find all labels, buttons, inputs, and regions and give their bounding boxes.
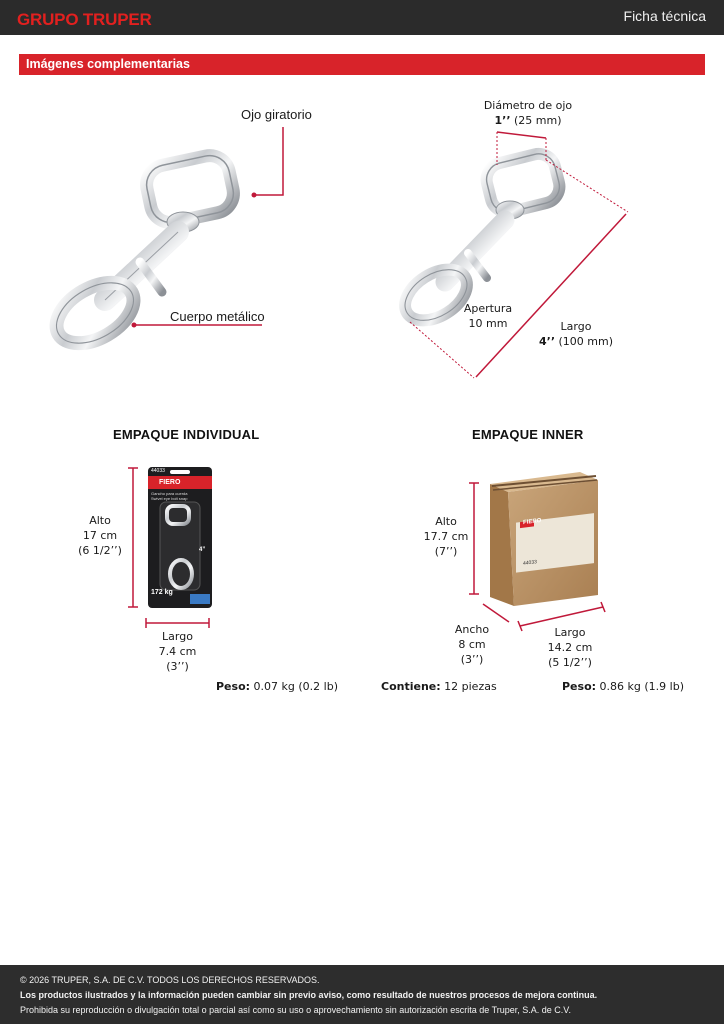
label-eye-diameter bbox=[478, 98, 578, 128]
individual-package-heading: EMPAQUE INDIVIDUAL bbox=[113, 427, 260, 442]
footer-notice: Los productos ilustrados y la información pueden cambiar sin previo aviso, como resultado de nuestros procesos de mejora continua. bbox=[20, 990, 598, 1000]
brand-logo: GRUPO TRUPER bbox=[17, 10, 152, 29]
individual-weight-label: Peso: bbox=[216, 680, 251, 693]
card-brand: FIERO bbox=[159, 479, 181, 486]
inner-width-title: Ancho bbox=[454, 623, 490, 636]
box-code: 44033 bbox=[523, 559, 537, 567]
blister-card-illustration bbox=[148, 467, 212, 608]
inner-height-label bbox=[421, 514, 471, 559]
document-type: Ficha técnica bbox=[623, 8, 706, 24]
individual-height-imperial: (6 1/2’’) bbox=[78, 544, 122, 557]
inner-weight bbox=[562, 679, 684, 694]
inner-width-label bbox=[448, 622, 496, 667]
inner-length-value: 14.2 cm bbox=[547, 641, 593, 654]
individual-height-title: Alto bbox=[89, 514, 111, 527]
individual-length-value: 7.4 cm bbox=[158, 645, 197, 658]
inner-height-title: Alto bbox=[435, 515, 457, 528]
card-load: 172 kg bbox=[151, 589, 173, 596]
card-size: 4’’ bbox=[199, 547, 206, 553]
label-length bbox=[538, 319, 614, 349]
individual-height-label bbox=[75, 513, 125, 558]
individual-weight bbox=[216, 679, 338, 694]
label-metal-body: Cuerpo metálico bbox=[170, 309, 265, 324]
inner-length-imperial: (5 1/2’’) bbox=[548, 656, 592, 669]
card-title-text: Gancho para cuerda bbox=[151, 491, 188, 496]
opening-value: 10 mm bbox=[468, 317, 508, 330]
inner-height-imperial: (7’’) bbox=[434, 545, 458, 558]
individual-length-title: Largo bbox=[162, 630, 193, 643]
individual-length-imperial: (3’’) bbox=[166, 660, 189, 673]
eye-diameter-title: Diámetro de ojo bbox=[483, 99, 573, 112]
inner-width-value: 8 cm bbox=[458, 638, 486, 651]
page-footer bbox=[0, 965, 724, 1024]
footer-rights: Prohibida su reproducción o divulgación total o parcial así como su uso o aprovechamiento sin autorización escrita de Truper, S.A. de C.V. bbox=[20, 1005, 571, 1015]
opening-title: Apertura bbox=[463, 302, 513, 315]
eye-diameter-metric: (25 mm) bbox=[514, 114, 562, 127]
label-opening bbox=[460, 301, 516, 331]
box-brand: FIERO bbox=[523, 517, 542, 527]
individual-weight-value: 0.07 kg (0.2 lb) bbox=[253, 680, 338, 693]
eye-diameter-value: 1’’ bbox=[494, 114, 511, 127]
inner-contains-value: 12 piezas bbox=[444, 680, 497, 693]
inner-package-heading: EMPAQUE INNER bbox=[472, 427, 584, 442]
card-subtitle-text: Swivel eye bolt snap bbox=[151, 496, 188, 501]
individual-height-value: 17 cm bbox=[82, 529, 118, 542]
card-title bbox=[151, 491, 187, 501]
inner-box-illustration bbox=[490, 472, 598, 606]
inner-height-value: 17.7 cm bbox=[423, 530, 469, 543]
inner-length-label bbox=[542, 625, 598, 670]
inner-contains-label: Contiene: bbox=[381, 680, 441, 693]
inner-width-imperial: (3’’) bbox=[460, 653, 484, 666]
length-title: Largo bbox=[560, 320, 592, 333]
section-title: Imágenes complementarias bbox=[26, 57, 190, 71]
inner-length-title: Largo bbox=[554, 626, 586, 639]
label-swivel-eye: Ojo giratorio bbox=[241, 107, 312, 122]
length-metric: (100 mm) bbox=[558, 335, 614, 348]
footer-copyright: © 2026 TRUPER, S.A. DE C.V. TODOS LOS DERECHOS RESERVADOS. bbox=[20, 975, 320, 985]
inner-weight-label: Peso: bbox=[562, 680, 597, 693]
individual-length-label bbox=[150, 629, 205, 674]
length-value: 4’’ bbox=[538, 335, 555, 348]
inner-contains bbox=[381, 679, 497, 694]
card-code: 44033 bbox=[151, 468, 165, 474]
inner-weight-value: 0.86 kg (1.9 lb) bbox=[599, 680, 684, 693]
